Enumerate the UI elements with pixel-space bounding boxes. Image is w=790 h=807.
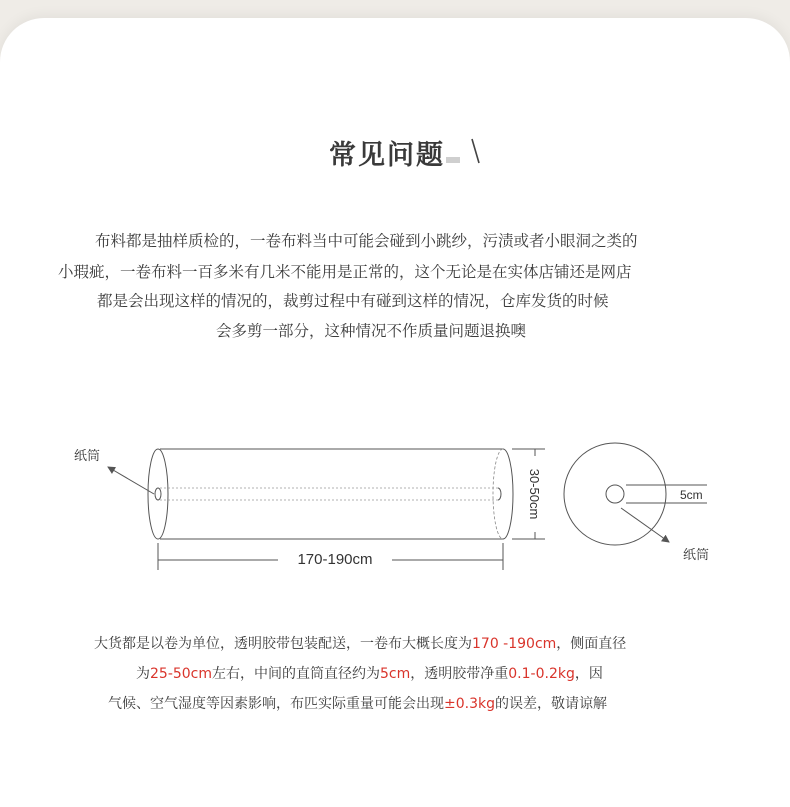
footer-line-1 (94, 637, 626, 651)
roll-cylinder (148, 449, 513, 539)
description-line-1: 布料都是抽样质检的，一卷布料当中可能会碰到小跳纱，污渍或者小眼洞之类的 (95, 232, 638, 250)
footer-line-2-post: ，因 (574, 666, 603, 682)
footer-line-3-pre: 气候、空气湿度等因素影响，布匹实际重量可能会出现 (108, 696, 444, 712)
footer-line-3-post: 的误差，敬请谅解 (495, 696, 607, 712)
core-diameter-label: 5cm (680, 488, 703, 502)
fabric-roll-diagram (0, 440, 790, 580)
footer-line-2-mid2: ，透明胶带净重 (410, 666, 509, 682)
title-decoration-icon (446, 137, 486, 167)
left-tube-label: 纸筒 (74, 448, 101, 463)
footer-line-2 (136, 667, 603, 681)
page-title: 常见问题 (329, 140, 445, 171)
length-label: 170-190cm (297, 551, 373, 568)
roll-length-value: 170 -190cm (472, 636, 557, 652)
tape-weight-value: 0.1-0.2kg (508, 666, 575, 682)
weight-tolerance-value: ±0.3kg (444, 696, 495, 712)
roll-diameter-value: 25-50cm (150, 666, 213, 682)
footer-line-1-post: ，侧面直径 (556, 636, 627, 652)
description-line-3: 都是会出现这样的情况的，裁剪过程中有碰到这样的情况，仓库发货的时候 (97, 292, 609, 310)
footer-line-2-mid1: 左右，中间的直筒直径约为 (212, 666, 381, 682)
title-area (0, 133, 790, 172)
diameter-label: 30-50cm (527, 468, 542, 520)
footer-line-2-pre: 为 (136, 666, 150, 682)
right-tube-label: 纸筒 (683, 547, 710, 562)
footer-line-3 (108, 697, 607, 711)
footer-line-1-pre: 大货都是以卷为单位，透明胶带包装配送，一卷布大概长度为 (94, 636, 472, 652)
description-line-4: 会多剪一部分，这种情况不作质量问题退换噢 (216, 322, 527, 340)
core-diameter-value: 5cm (380, 666, 411, 682)
left-tube-pointer (108, 467, 154, 494)
description-line-2: 小瑕疵，一卷布料一百多米有几米不能用是正常的，这个无论是在实体店铺还是网店 (58, 263, 632, 281)
